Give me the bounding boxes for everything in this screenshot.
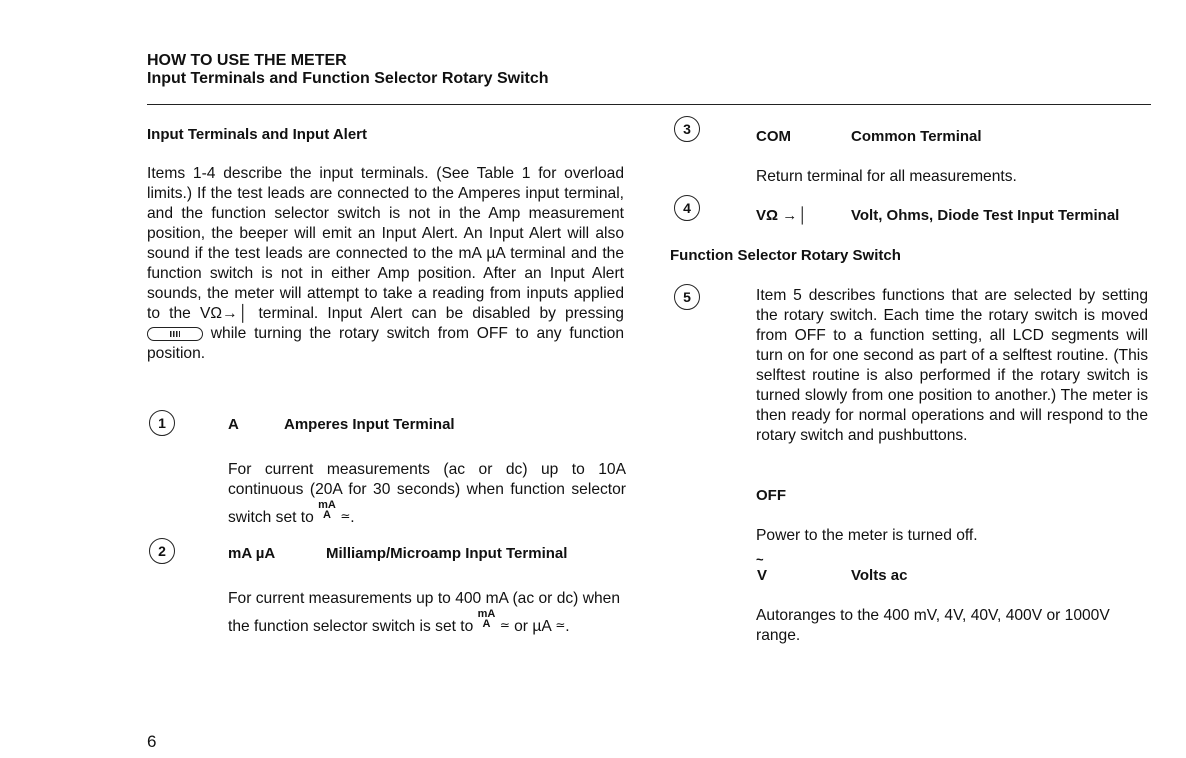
off-label: OFF bbox=[756, 487, 786, 504]
vac-description: Autoranges to the 400 mV, 4V, 40V, 400V or 1000V range. bbox=[756, 607, 1110, 644]
page-header-subtitle: Input Terminals and Function Selector Rotary Switch bbox=[147, 70, 549, 87]
item-2-description: For current measurements up to 400 mA (ac or dc) when the function selector switch is set to mA A ≃ or µA ≃. bbox=[228, 590, 620, 635]
intro-paragraph bbox=[147, 164, 624, 364]
item-3-name: Common Terminal bbox=[851, 128, 982, 145]
item-3-symbol: COM bbox=[756, 128, 791, 145]
ac-dc-icon: ≃ bbox=[340, 509, 351, 523]
item-1-name: Amperes Input Terminal bbox=[284, 416, 455, 433]
page-number: 6 bbox=[147, 732, 157, 751]
item-2-symbol: mA µA bbox=[228, 545, 276, 562]
item-2-name: Milliamp/Microamp Input Terminal bbox=[326, 545, 568, 562]
diode-icon-2: →│ bbox=[782, 207, 809, 224]
diode-icon: →│ bbox=[222, 305, 250, 322]
header-rule bbox=[147, 104, 1151, 105]
vac-symbol: V bbox=[757, 567, 768, 584]
item-2-desc-text: For current measurements up to 400 mA (ac or dc) when the function selector switch is set to bbox=[228, 590, 620, 635]
off-description: Power to the meter is turned off. bbox=[756, 527, 978, 544]
vac-name: Volts ac bbox=[851, 567, 908, 584]
item-5-description: Item 5 describes functions that are selected by setting the rotary switch. Each time the rotary switch is moved from OFF to a function setting, all LCD segments will turn on for one second as part of a selftest routine. (This selftest routine is also performed if the rotary switch is turned slowly from one position to another.) The meter is then ready for normal operations and will respond to the rotary switch and pushbuttons. bbox=[756, 287, 1148, 444]
ma-a-symbol: mA A bbox=[318, 499, 336, 521]
intro-text-1: Items 1-4 describe the input terminals. (See Table 1 for overload limits.) If the test leads are connected to the Amperes input terminal, and the function selector switch is not in the Amp measurement position, the beeper will emit an Input Alert. An Input Alert will also sound if the test leads are connected to the mA µA terminal and the function switch is not in either Amp position. After an Input Alert sounds, the meter will attempt to take a reading from inputs applied to the bbox=[147, 165, 624, 322]
section-heading-input-terminals: Input Terminals and Input Alert bbox=[147, 126, 368, 143]
intro-text-3: while turning the rotary switch from OFF to any function position. bbox=[147, 325, 624, 362]
item-1-desc-text: For current measurements (ac or dc) up to 10A continuous (20A for 30 seconds) when function selector switch set to bbox=[228, 461, 626, 526]
ua-symbol: µA bbox=[532, 618, 551, 635]
item-1-symbol: A bbox=[228, 416, 239, 433]
item-4-name: Volt, Ohms, Diode Test Input Terminal bbox=[851, 207, 1120, 224]
ma-a-symbol-2: mA A bbox=[477, 608, 496, 630]
page-header-title: HOW TO USE THE METER bbox=[147, 52, 347, 69]
beeper-button-icon bbox=[147, 327, 203, 341]
item-4-symbol: VΩ →│ bbox=[756, 207, 809, 224]
item-4-circle: 4 bbox=[674, 195, 700, 221]
item-5-circle: 5 bbox=[674, 284, 700, 310]
item-2-circle: 2 bbox=[149, 538, 175, 564]
item-1-circle: 1 bbox=[149, 410, 175, 436]
item-1-description: For current measurements (ac or dc) up to 10A continuous (20A for 30 seconds) when function selector switch set to mA A ≃. bbox=[228, 461, 626, 526]
section-heading-function-selector: Function Selector Rotary Switch bbox=[670, 247, 901, 264]
ac-tilde-icon: ~ bbox=[756, 552, 764, 567]
item-3-description: Return terminal for all measurements. bbox=[756, 168, 1017, 185]
ac-dc-icon-3: ≃ bbox=[555, 618, 566, 632]
vohm-symbol: VΩ bbox=[199, 305, 222, 322]
intro-text-2: terminal. Input Alert can be disabled by pressing bbox=[258, 305, 624, 322]
item-3-circle: 3 bbox=[674, 116, 700, 142]
ac-dc-icon-2: ≃ bbox=[499, 618, 510, 632]
